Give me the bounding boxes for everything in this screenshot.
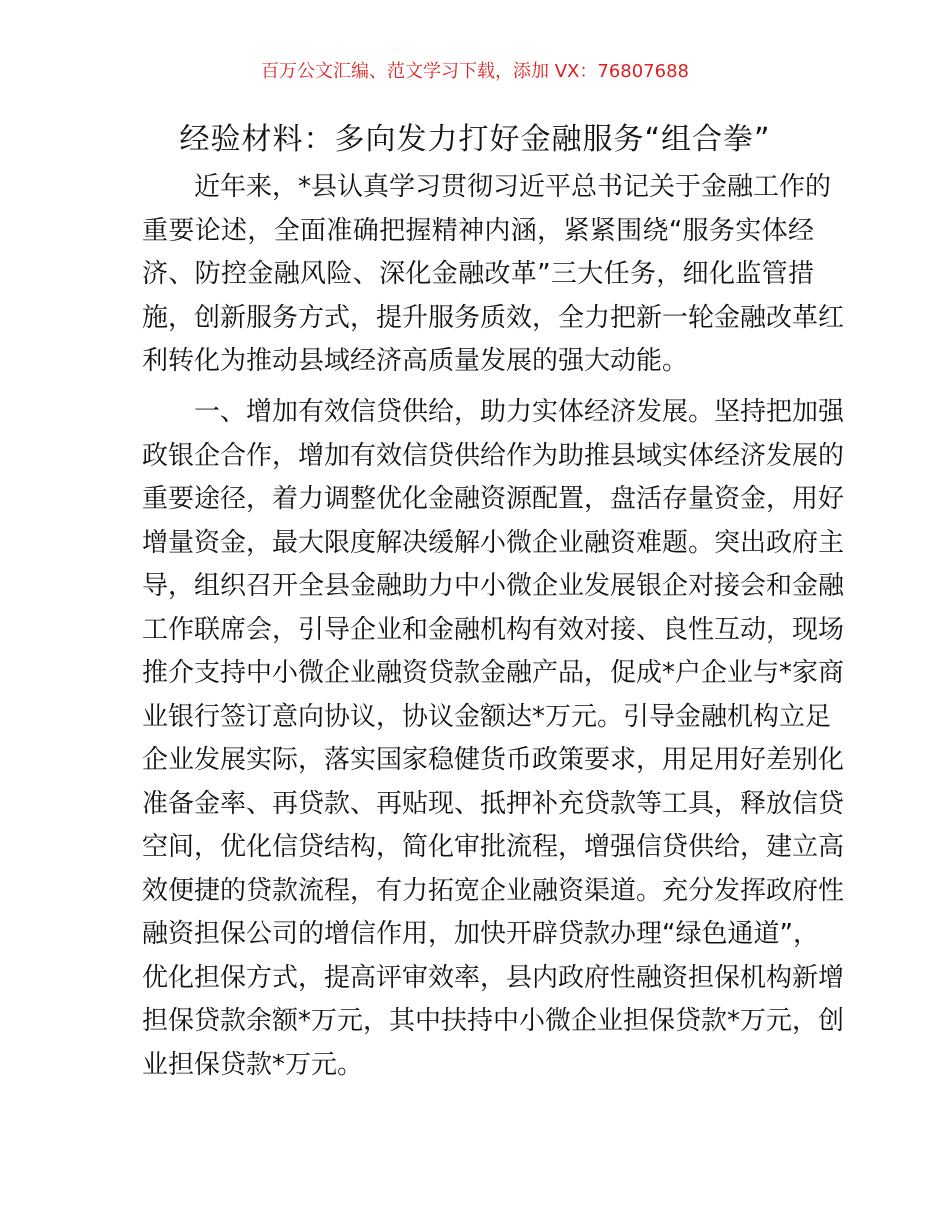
text-line: 业银行签订意向协议，协议金额达*万元。引导金融机构立足 <box>142 701 832 732</box>
text-line: 近年来，*县认真学习贯彻习近平总书记关于金融工作的 <box>194 172 832 202</box>
text-line: 导，组织召开全县金融助力中小微企业发展银企对接会和金融 <box>142 571 845 601</box>
text-line: 重要途径，着力调整优化金融资源配置，盘活存量资金，用好 <box>142 484 845 514</box>
text-line: 准备金率、再贷款、再贴现、抵押补充贷款等工具，释放信贷 <box>142 788 845 819</box>
text-line: 担保贷款余额*万元，其中扶持中小微企业担保贷款*万元，创 <box>142 1006 845 1036</box>
text-line: 利转化为推动县域经济高质量发展的强大动能。 <box>142 346 689 376</box>
text-line: 重要论述，全面准确把握精神内涵，紧紧围绕“服务实体经 <box>142 215 814 246</box>
text-line: 效便捷的贷款流程，有力拓宽企业融资渠道。充分发挥政府性 <box>142 875 845 906</box>
text-line: 业担保贷款*万元。 <box>142 1049 364 1080</box>
text-line: 空间，优化信贷结构，简化审批流程，增强信贷供给，建立高 <box>142 832 845 862</box>
document-title: 经验材料：多向发力打好金融服务“组合拳” <box>179 122 771 157</box>
text-line: 推介支持中小微企业融资贷款金融产品，促成*户企业与*家商 <box>142 658 845 688</box>
watermark-header: 百万公文汇编、范文学习下载，添加 VX：76807688 <box>261 61 689 82</box>
text-line: 企业发展实际，落实国家稳健货币政策要求，用足用好差别化 <box>142 745 845 775</box>
text-line: 施，创新服务方式，提升服务质效，全力把新一轮金融改革红 <box>142 302 845 333</box>
text-line: 优化担保方式，提高评审效率，县内政府性融资担保机构新增 <box>142 962 845 993</box>
paragraph-section-1 <box>142 391 845 1087</box>
text-line: 工作联席会，引导企业和金融机构有效对接、良性互动，现场 <box>142 614 845 645</box>
text-line: 济、防控金融风险、深化金融改革”三大任务，细化监管措 <box>142 259 814 289</box>
paragraph-intro <box>142 166 845 384</box>
text-line: 融资担保公司的增信作用，加快开辟贷款办理“绿色通道”， <box>142 919 819 949</box>
text-line: 增量资金，最大限度解决缓解小微企业融资难题。突出政府主 <box>142 527 845 558</box>
text-line: 一、增加有效信贷供给，助力实体经济发展。坚持把加强 <box>194 397 845 427</box>
text-line: 政银企合作，增加有效信贷供给作为助推县域实体经济发展的 <box>142 440 845 471</box>
